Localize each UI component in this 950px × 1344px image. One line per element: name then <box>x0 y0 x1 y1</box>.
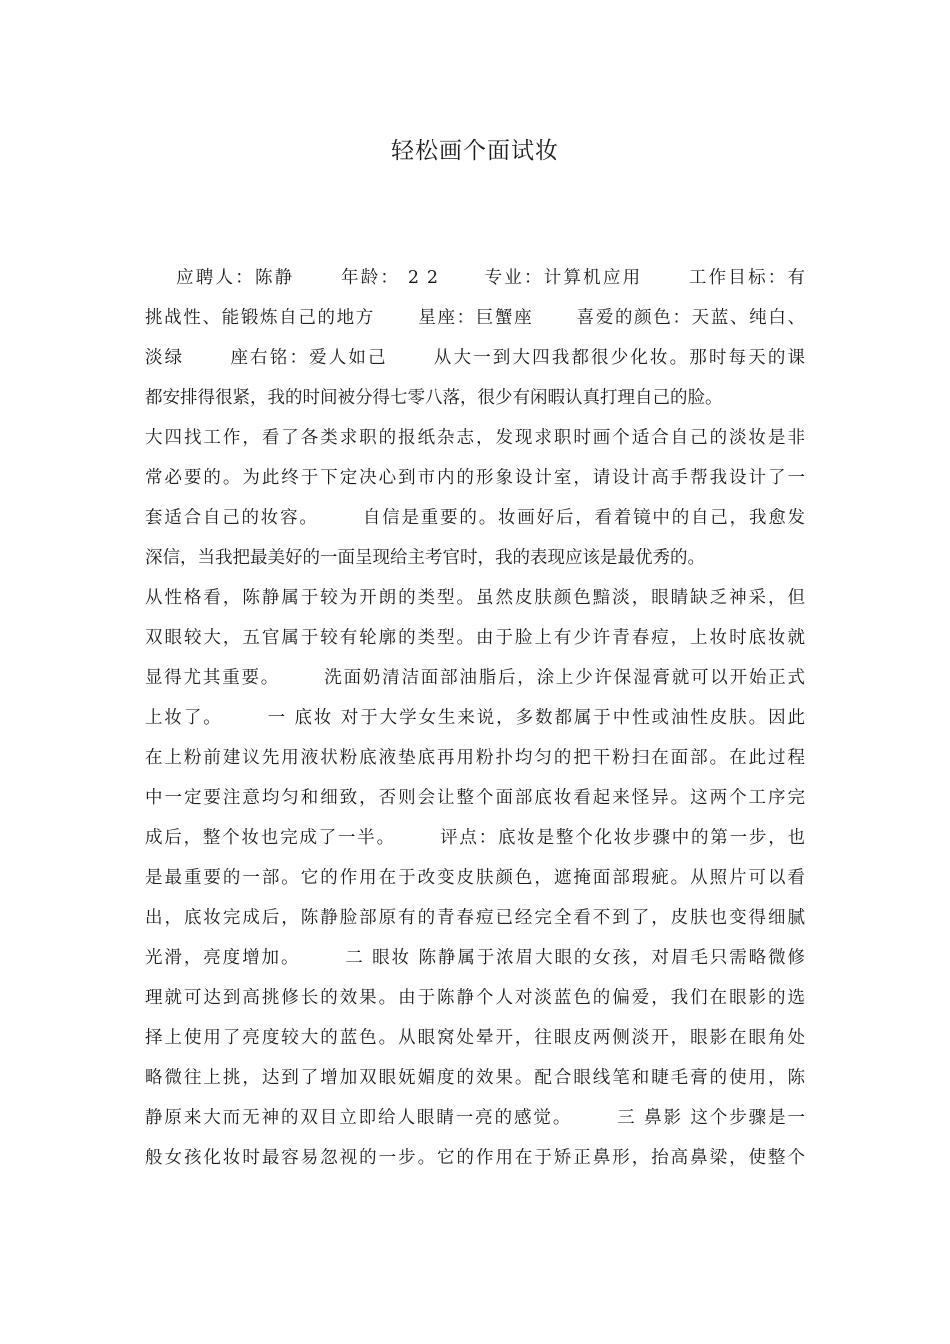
body-line: 择上使用了亮度较大的蓝色。从眼窝处晕开，往眼皮两侧淡开，眼影在眼角处 <box>145 1028 805 1048</box>
body-line: 理就可达到高挑修长的效果。由于陈静个人对淡蓝色的偏爱，我们在眼影的选 <box>145 988 805 1008</box>
body-line: 中一定要注意均匀和细致，否则会让整个面部底妆看起来怪异。这两个工序完 <box>145 788 805 808</box>
body-line: 大四找工作，看了各类求职的报纸杂志，发现求职时画个适合自己的淡妆是非 <box>145 428 805 448</box>
body-line: 双眼较大，五官属于较有轮廓的类型。由于脸上有少许青春痘，上妆时底妆就 <box>145 628 805 648</box>
body-line: 套适合自己的妆容。 自信是重要的。妆画好后，看着镜中的自己，我愈发 <box>145 508 805 528</box>
body-line: 上妆了。 一 底妆 对于大学女生来说，多数都属于中性或油性皮肤。因此 <box>145 708 805 728</box>
body-line: 显得尤其重要。 洗面奶清洁面部油脂后，涂上少许保湿膏就可以开始正式 <box>145 668 805 688</box>
body-line: 从性格看，陈静属于较为开朗的类型。虽然皮肤颜色黯淡，眼睛缺乏神采，但 <box>145 588 805 608</box>
body-line: 在上粉前建议先用液状粉底液垫底再用粉扑均匀的把干粉扫在面部。在此过程 <box>145 748 805 768</box>
body-line: 常必要的。为此终于下定决心到市内的形象设计室，请设计高手帮我设计了一 <box>145 468 805 488</box>
body-line: 挑战性、能锻炼自己的地方 星座：巨蟹座 喜爱的颜色：天蓝、纯白、 <box>145 308 805 328</box>
body-line: 淡绿 座右铭：爱人如己 从大一到大四我都很少化妆。那时每天的课 <box>145 348 805 368</box>
body-line: 静原来大而无神的双目立即给人眼睛一亮的感觉。 三 鼻影 这个步骤是一 <box>145 1108 805 1128</box>
body-line: 是最重要的一部。它的作用在于改变皮肤颜色，遮掩面部瑕疵。从照片可以看 <box>145 868 805 888</box>
body-line: 出，底妆完成后，陈静脸部原有的青春痘已经完全看不到了，皮肤也变得细腻 <box>145 908 805 928</box>
body-line: 光滑，亮度增加。 二 眼妆 陈静属于浓眉大眼的女孩，对眉毛只需略微修 <box>145 948 805 968</box>
body-line: 都安排得很紧，我的时间被分得七零八落，很少有闲暇认真打理自己的脸。 <box>145 388 723 408</box>
body-line: 略微往上挑，达到了增加双眼妩媚度的效果。配合眼线笔和睫毛膏的使用，陈 <box>145 1068 805 1088</box>
body-line: 成后，整个妆也完成了一半。 评点：底妆是整个化妆步骤中的第一步，也 <box>145 828 805 848</box>
document-title: 轻松画个面试妆 <box>391 138 559 164</box>
document-body <box>145 258 805 1178</box>
body-line: 深信，当我把最美好的一面呈现给主考官时，我的表现应该是最优秀的。 <box>145 548 705 568</box>
body-line: 应聘人：陈静 年龄： 2 2 专业：计算机应用 工作目标：有 <box>145 268 805 288</box>
body-line: 般女孩化妆时最容易忽视的一步。它的作用在于矫正鼻形，抬高鼻梁，使整个 <box>145 1148 805 1168</box>
